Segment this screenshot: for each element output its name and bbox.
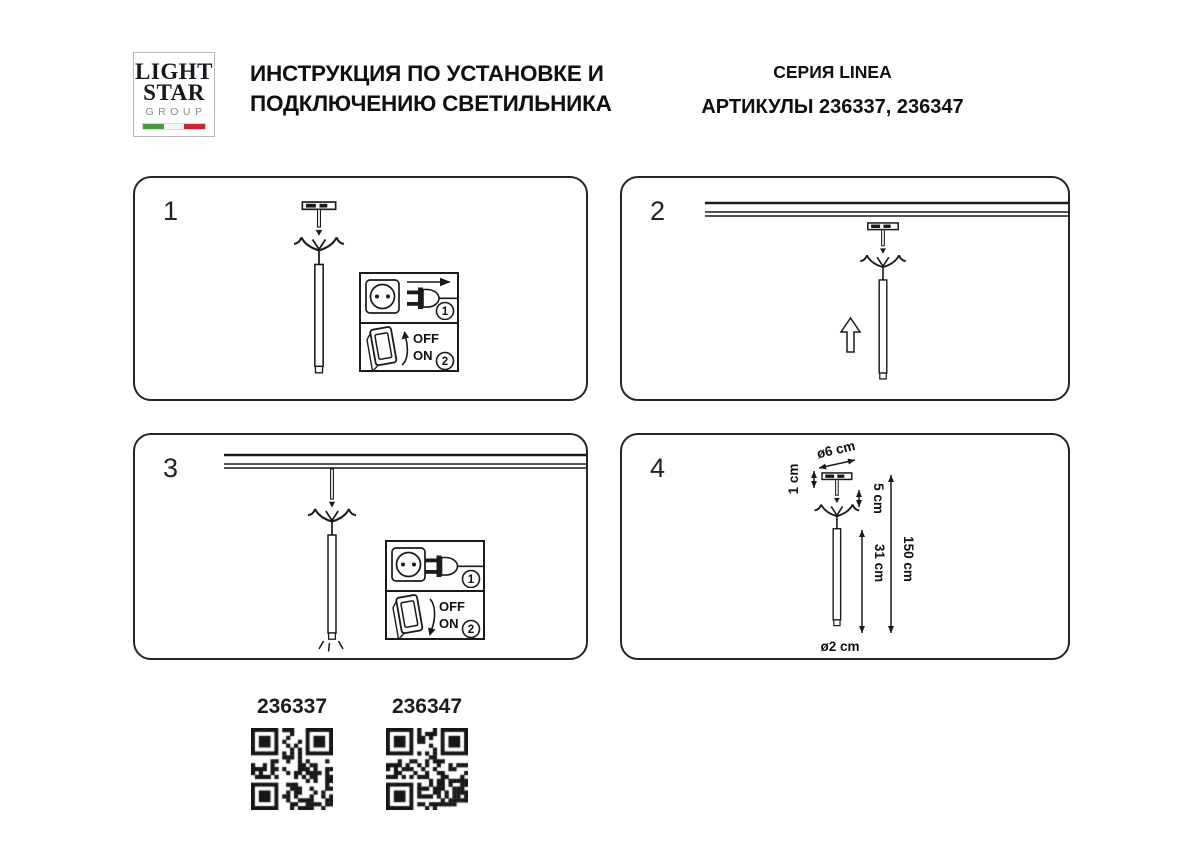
qr-code — [386, 728, 468, 810]
step-number: 3 — [163, 453, 179, 483]
dim-adapter-width: ø6 cm — [815, 437, 857, 462]
dim-stem-length: 5 cm — [871, 483, 886, 514]
step-number: 2 — [650, 196, 666, 226]
dim-adapter-height: 1 cm — [786, 463, 801, 495]
series-name: СЕРИЯ LINEA — [773, 62, 892, 82]
track-mount-drawing — [622, 178, 1068, 399]
connection-steps-inset — [359, 272, 459, 372]
on-label: ON — [413, 348, 433, 363]
off-label: OFF — [413, 331, 439, 346]
socket-plug-icon — [361, 274, 457, 320]
on-label: ON — [439, 616, 459, 631]
logo-text-group: GROUP — [145, 106, 207, 118]
qr-label: 236347 — [391, 695, 463, 718]
step-3-panel — [133, 433, 588, 660]
step-2-badge: 2 — [467, 624, 475, 636]
lightstar-logo — [133, 52, 215, 137]
wall-switch-icon — [361, 324, 457, 370]
series-info — [640, 62, 1025, 119]
title-line-2: ПОДКЛЮЧЕНИЮ СВЕТИЛЬНИКА — [250, 91, 612, 116]
italy-flag-icon — [142, 123, 206, 130]
step-1-badge: 1 — [441, 306, 449, 318]
up-arrow-icon — [841, 318, 860, 352]
dim-total-height: 150 cm — [901, 536, 916, 582]
logo-text-star: STAR — [143, 80, 205, 105]
step-1-badge: 1 — [467, 574, 475, 586]
socket-plug-icon — [387, 542, 483, 588]
qr-block-236347 — [367, 695, 487, 815]
article-numbers: АРТИКУЛЫ 236337, 236347 — [701, 96, 964, 118]
step-2-panel — [620, 176, 1070, 401]
dimensions-panel — [620, 433, 1070, 660]
qr-label: 236337 — [256, 695, 328, 718]
plugged-in-step — [387, 542, 483, 590]
step-number: 1 — [163, 196, 179, 226]
wall-switch-icon — [387, 592, 483, 638]
step-1-panel — [133, 176, 588, 401]
title-line-1: ИНСТРУКЦИЯ ПО УСТАНОВКЕ И — [250, 61, 604, 86]
dimensions-drawing — [622, 435, 1068, 658]
lamp-on-track-drawing — [135, 435, 586, 658]
logo-text-light: LIGHT — [135, 59, 213, 84]
step-2-badge: 2 — [441, 356, 449, 368]
step-number: 4 — [650, 453, 666, 483]
connection-steps-inset — [385, 540, 485, 640]
page-title — [250, 59, 612, 119]
off-label: OFF — [439, 599, 465, 614]
qr-block-236337 — [232, 695, 352, 815]
dim-tube-diameter: ø2 cm — [820, 639, 860, 654]
switch-on-step — [361, 322, 457, 370]
qr-code — [251, 728, 333, 810]
plug-in-step — [361, 274, 457, 322]
dim-tube-length: 31 cm — [872, 543, 887, 583]
switch-on-step — [387, 590, 483, 638]
